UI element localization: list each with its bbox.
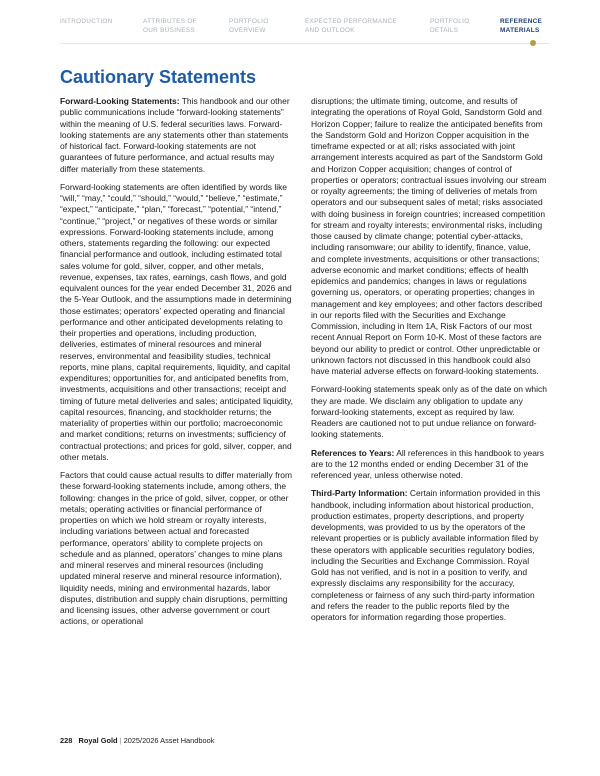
forward-looking-statements-paragraph: [60, 96, 293, 175]
nav-item-portfolio-overview[interactable]: [229, 17, 269, 35]
page-number: 228: [60, 736, 73, 745]
nav-item-line1: PORTFOLIO: [229, 18, 269, 25]
nav-item-attributes-of-our-business[interactable]: [143, 17, 197, 35]
third-party-information-text: Certain information provided in this handbook, including information about historical production, production estimates, property descriptions, and property developments, was provided to us by the operators of the relevant properties or is publicly available information filed by these operators with applicable securities regulatory bodies, including the Securities and Exchange Commission. Royal Gold has not verified, and is not in a position to verify, and expressly disclaims any responsibility for the accuracy, completeness or fairness of any such third-party information and refers the reader to the public reports filed by the operators for information regarding those properties.: [311, 488, 541, 622]
identification-paragraph: Forward-looking statements are often identified by words like “will,” “may,” “could,” “should,” “would,” “believe,” “estimate,” “expect,” “anticipate,” “plan,” “forecast,” “potential,” “intend,” “continue,” “project,” or negatives of these words or similar expressions. Forward-looking statements include, among others, statements regarding the following: our expected financial performance and outlook, including estimated total sales volume for gold, silver, copper, and other metals, revenue, expenses, tax rates, earnings, cash flows, and gold equivalent ounces for the year ended December 31, 2026 and the 5-Year Outlook, and the assumptions made in determining those estimates; operators’ expected operating and financial performance and other anticipated developments relating to their properties and operations, including production, deliveries, estimates of mineral resources and mineral reserves, environmental and feasibility studies, technical reports, mine plans, capital requirements, liquidity, and capital expenditures; opportunities for, and anticipated benefits from, investments, acquisitions and other transactions; receipt and timing of future metal deliveries and sales; anticipated liquidity, capital resources, financing, and stockholder returns; the materiality of properties within our portfolio; macroeconomic and market conditions; returns on investments; sufficiency of contractual protections; and prices for gold, silver, copper, and other metals.: [60, 181, 293, 462]
forward-looking-statements-text: This handbook and our other public communications include “forward-looking statements” within the meaning of U.S. federal securities laws. Forward-looking statements are any statements other than statements of historical fact. Forward-looking statements are not guarantees of future performance, and actual results may differ materially from these statements.: [60, 96, 290, 174]
page-title: Cautionary Statements: [60, 67, 257, 87]
nav-item-introduction[interactable]: [60, 17, 113, 26]
nav-item-line2: OVERVIEW: [229, 27, 266, 34]
footer-document-title: 2025/2026 Asset Handbook: [123, 736, 215, 745]
nav-item-line2: DETAILS: [430, 27, 459, 34]
references-to-years-text: All references in this handbook to years are to the 12 months ended or ending December 31 of the referenced year, unless otherwise noted.: [311, 447, 544, 480]
nav-item-portfolio-details[interactable]: [430, 17, 470, 35]
nav-item-line2: AND OUTLOOK: [305, 27, 355, 34]
third-party-information-heading: Third-Party Information:: [311, 488, 408, 499]
footer-separator: |: [119, 736, 122, 745]
nav-item-line2: OUR BUSINESS: [143, 27, 195, 34]
risk-factors-paragraph: Factors that could cause actual results to differ materially from these forward-looking statements include, among others, the following: changes in the price of gold, silver, copper, or other metals; operating activities or financial performance of properties on which we hold stream or royalty interests, including variations between actual and forecasted performance, operators’ ability to complete projects on schedule and as planned, operators’ changes to mine plans and mineral reserves and mineral resources (including updated mineral reserve and mineral resource information), liquidity needs, mining and environmental hazards, labor disputes, distribution and supply chain disruptions, permitting and licensing issues, other adverse government or court actions, or operational: [60, 470, 292, 627]
nav-item-line2: MATERIALS: [500, 27, 540, 34]
risk-factors-continued-paragraph: disruptions; the ultimate timing, outcome, and results of integrating the operations of Royal Gold, Sandstorm Gold and Horizon Copper; failure to realize the anticipated benefits from the Sandstorm Gold and Horizon Copper acquisition in the timeframe expected or at all; risks associated with joint arrangement interests acquired as part of the Sandstorm Gold and Horizon Copper acquisition; changes of control of properties or operators; contractual issues involving our stream or royalty agreements; the timing of deliveries of metals from operators and our subsequent sales of metal; risks associated with doing business in foreign countries; increased competition for stream and royalty interests; environmental risks, including those caused by climate change; potential cyber-attacks, including ransomware; our ability to identify, finance, value, and complete investments, acquisitions or other transactions; adverse economic and market conditions; effects of health epidemics and pandemics; changes in laws or regulations governing us, operators, or operating properties; changes in management and key employees; and other factors described in our reports filed with the Securities and Exchange Commission, including in Item 1A, Risk Factors of our most recent Annual Report on Form 10-K. Most of these factors are beyond our ability to predict or control. Other unpredictable or unknown factors not discussed in this handbook could also have material adverse effects on forward-looking statements.: [311, 96, 547, 376]
active-section-indicator: [530, 40, 536, 46]
nav-item-line1: PORTFOLIO: [430, 18, 470, 25]
left-column: [60, 96, 293, 635]
nav-item-line1: EXPECTED PERFORMANCE: [305, 18, 397, 25]
date-disclaimer-paragraph: Forward-looking statements speak only as of the date on which they are made. We disclaim any obligation to update any forward-looking statements, except as required by law. Readers are cautioned not to put undue reliance on forward-looking statements.: [311, 384, 547, 440]
references-to-years-paragraph: [311, 448, 547, 482]
references-to-years-heading: References to Years:: [311, 447, 395, 458]
nav-item-line1: ATTRIBUTES OF: [143, 18, 197, 25]
nav-item-reference-materials[interactable]: [500, 17, 542, 35]
nav-item-line1: REFERENCE: [500, 18, 543, 25]
page-footer: [60, 736, 214, 745]
third-party-information-paragraph: [311, 488, 547, 623]
right-column: [311, 96, 547, 630]
nav-item-expected-performance-and-outlook[interactable]: [305, 17, 397, 35]
footer-brand: Royal Gold: [78, 736, 118, 745]
nav-item-line2: INTRODUCTION: [60, 18, 113, 25]
nav-divider: [60, 43, 550, 44]
forward-looking-statements-heading: Forward-Looking Statements:: [60, 96, 180, 106]
